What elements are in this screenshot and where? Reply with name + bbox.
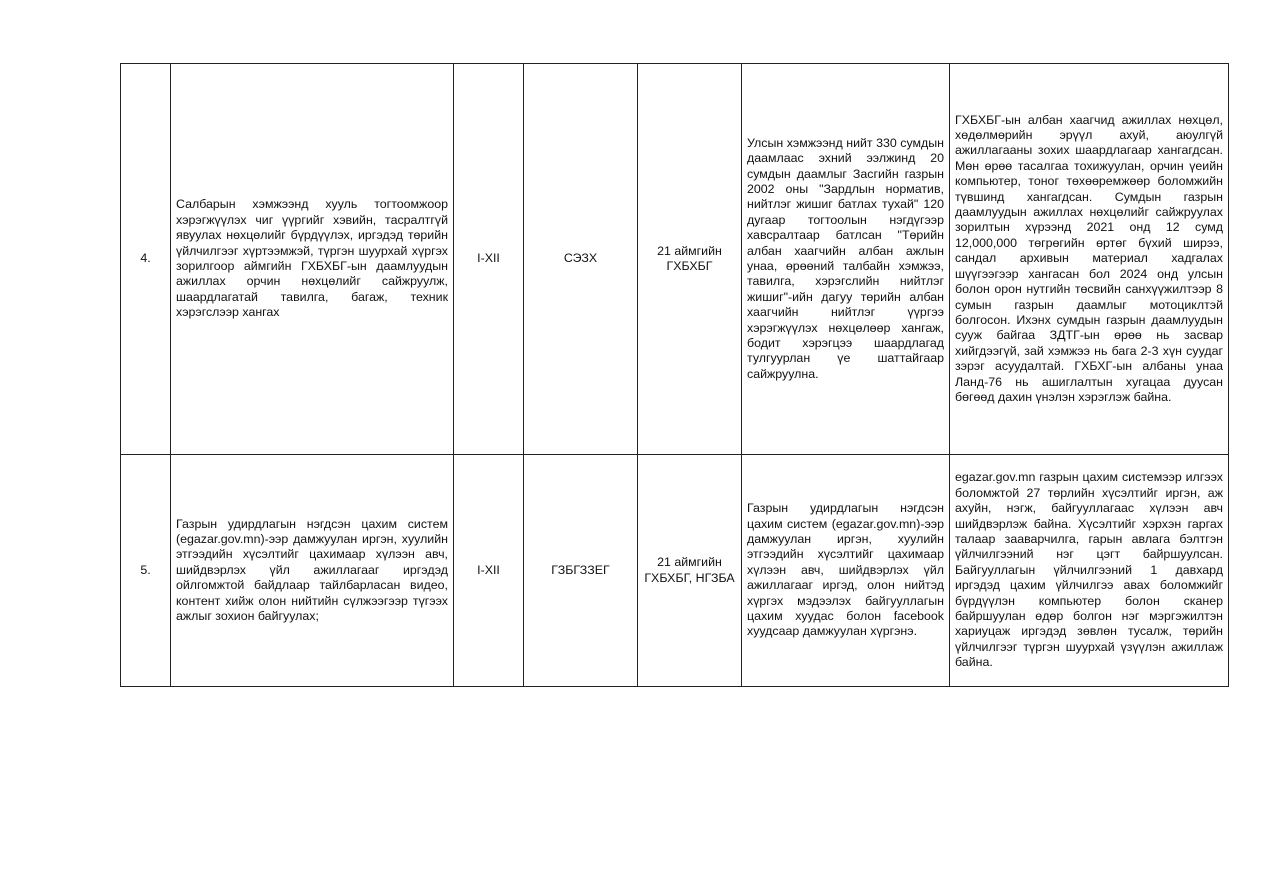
result-cell: egazar.gov.mn газрын цахим системээр илгээх боломжтой 27 төрлийн хүсэлтийг иргэн, аж ахуйн, нэгж, байгууллагаас хүлээн авч шийдвэрлэж байна. Хүсэлтийг хэрхэн гаргах талаар зааварчилга, гарын авлага бэлтгэн үйлчилгээний нэг цэгт байршуулсан. Байгууллагын үйлчилгээний 1 давхард иргэдэд цахим үйлчилгээ авах боломжийг бүрдүүлэн компьютер болон сканер байршуулан өдөр болгон нэг мэргэжилтэн хариуцаж иргэдэд зөвлөн тусалж, төрийн үйлчилгээг түргэн шуурхай үзүүлэн ажиллаж байна.: [950, 455, 1229, 687]
period-cell: I-XII: [454, 455, 524, 687]
table-row: [121, 455, 1229, 687]
report-table: [120, 63, 1229, 687]
table-row: [121, 64, 1229, 455]
period-cell: I-XII: [454, 64, 524, 455]
organization-cell: ГЗБГЗЗЕГ: [524, 455, 638, 687]
result-cell: ГХБХБГ-ын албан хаагчид ажиллах нөхцөл, хөдөлмөрийн эрүүл ахуй, аюулгүй ажиллагааны зохих шаардлагаар хангагдсан. Мөн өрөө тасалгаа тохижуулан, орчин үеийн компьютер, тоног төхөөремжөөр боломжийн түвшинд хангагдсан. Сумдын газрын даамлуудын ажиллах нөхцөлийг сайжруулах зорилтын хүрээнд 2021 онд 12 сумд 12,000,000 төгрөгийн өртөг бүхий ширээ, сандал архивын материал хадгалах шүүгээгээр хангасан бол 2024 онд улсын болон орон нутгийн төсвийн санхүүжилтээр 8 сумын газрын даамлыг мотоциклтэй болгосон. Ихэнх сумдын газрын даамлуудын сууж байгаа ЗДТГ-ын өрөө нь засвар хийгдээгүй, зай хэмжээ нь бага 2-3 хүн суудаг зэрэг асуудалтай. ГХБХГ-ын албаны унаа Ланд-76 нь ашиглалтын хугацаа дуусан бөгөөд дахин үнэлэн хэрэглэж байна.: [950, 64, 1229, 455]
responsible-cell: 21 аймгийн ГХБХБГ: [638, 64, 742, 455]
responsible-cell: 21 аймгийн ГХБХБГ, НГЗБА: [638, 455, 742, 687]
activity-cell: Салбарын хэмжээнд хууль тогтоомжоор хэрэгжүүлэх чиг үүргийг хэвийн, тасралтгүй явуулах нөхцөлийг бүрдүүлэх, иргэдэд төрийн үйлчилгээг хүртээмжэй, түргэн шуурхай хүргэх зорилгоор аймгийн ГХБХБГ-ын даамлуудын ажиллах орчин нөхцөлийг сайжруулж, шаардлагатай тавилга, багаж, техник хэрэгслээр хангах: [171, 64, 454, 455]
measure-cell: Газрын удирдлагын нэгдсэн цахим систем (egazar.gov.mn)-ээр дамжуулан иргэн, хуулийн этгээдийн хүсэлтийг цахимаар хүлээн авч, шийдвэрлэх үйл ажиллагааг иргэд, олон нийтэд хүргэх мэдээлэх байгууллагын цахим хуудас болон facebook хуудсаар дамжуулан хүргэнэ.: [742, 455, 950, 687]
row-number: 5.: [121, 455, 171, 687]
organization-cell: СЭЗХ: [524, 64, 638, 455]
measure-cell: Улсын хэмжээнд нийт 330 сумдын даамлаас эхний ээлжинд 20 сумдын даамлыг Засгийн газрын 2002 оны "Зардлын норматив, нийтлэг жишиг батлах тухай" 120 дугаар тогтоолын нэгдүгээр хавсралтаар батлсан "Төрийн албан хаагчийн албан ажлын унаа, өрөөний талбайн хэмжээ, тавилга, хэрэгслийн нийтлэг жишиг"-ийн дагуу төрийн албан хаагчийн нийтлэг үүргээ хэрэгжүүлэх нөхцөлөөр хангаж, бодит хэрэгцээ шаардлагад тулгуурлан үе шаттайгаар сайжруулна.: [742, 64, 950, 455]
row-number: 4.: [121, 64, 171, 455]
activity-cell: Газрын удирдлагын нэгдсэн цахим систем (egazar.gov.mn)-ээр дамжуулан иргэн, хуулийн этгээдийн хүсэлтийг цахимаар хүлээн авч, шийдвэрлэх үйл ажиллагааг иргэдэд ойлгомжтой байдлаар тайлбарласан видео, контент хийж олон нийтийн сүлжээгээр түгээх ажлыг зохион байгуулах;: [171, 455, 454, 687]
